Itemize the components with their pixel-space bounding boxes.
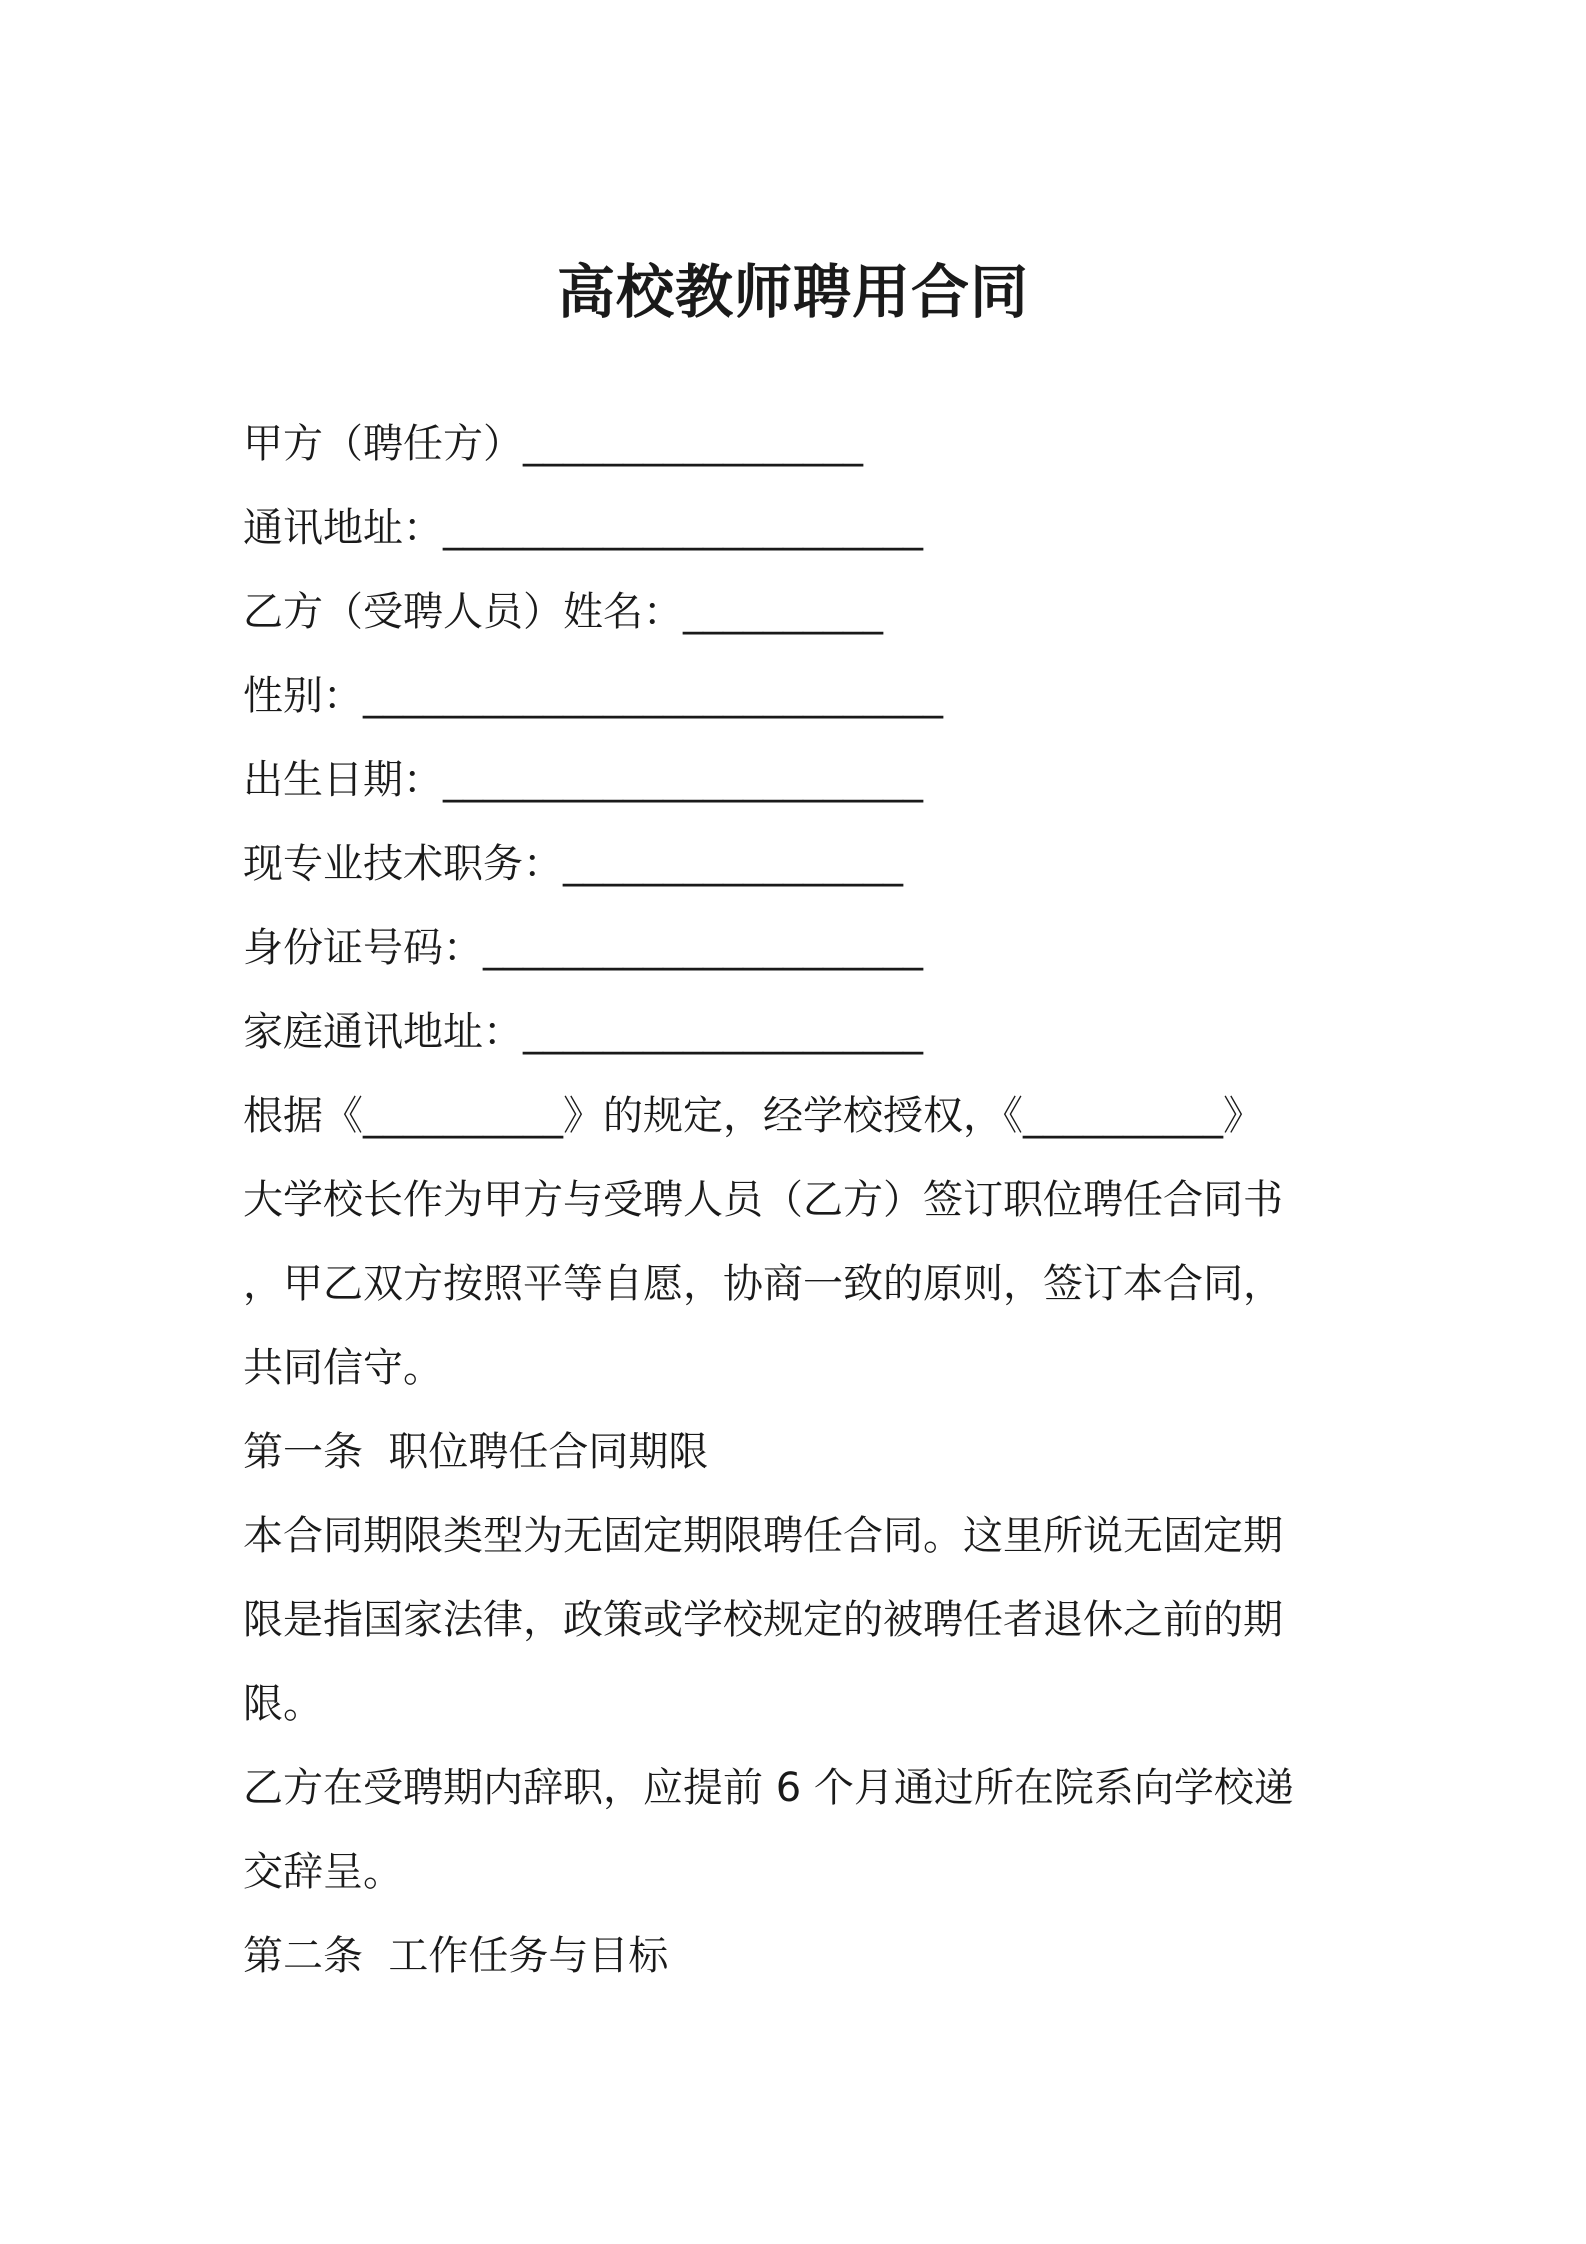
field-label: 家庭通讯地址： xyxy=(243,1009,523,1055)
body-line: ，甲乙双方按照平等自愿，协商一致的原则，签订本合同， xyxy=(243,1261,1283,1307)
body-line: 本合同期限类型为无固定期限聘任合同。这里所说无固定期 xyxy=(243,1513,1283,1559)
field-label: 出生日期： xyxy=(243,757,443,803)
section-heading-2: 第二条 工作任务与目标 xyxy=(243,1933,669,1979)
field-blank: _________________ xyxy=(523,421,863,467)
document-title: 高校教师聘用合同 xyxy=(556,258,1029,326)
section-heading-1: 第一条 职位聘任合同期限 xyxy=(243,1429,709,1475)
field-label: 现专业技术职务： xyxy=(243,841,563,887)
field-party-a xyxy=(243,416,863,472)
field-label: 身份证号码： xyxy=(243,925,483,971)
field-blank: ________________________ xyxy=(443,505,923,551)
field-label: 通讯地址： xyxy=(243,505,443,551)
field-label: 性别： xyxy=(243,673,363,719)
field-blank: ________________________ xyxy=(443,757,923,803)
field-label: 乙方（受聘人员）姓名： xyxy=(243,589,683,635)
field-gender xyxy=(243,668,943,724)
field-party-b-name xyxy=(243,584,883,640)
field-id-number xyxy=(243,920,923,976)
body-line: 限是指国家法律，政策或学校规定的被聘任者退休之前的期 xyxy=(243,1597,1283,1643)
field-address xyxy=(243,500,923,556)
field-label: 甲方（聘任方） xyxy=(243,421,523,467)
field-title xyxy=(243,836,903,892)
body-line: 根据《__________》的规定，经学校授权，《__________》 xyxy=(243,1093,1263,1139)
field-blank: _________________ xyxy=(563,841,903,887)
field-birth-date xyxy=(243,752,923,808)
body-line: 交辞呈。 xyxy=(243,1849,403,1895)
field-blank: __________ xyxy=(683,589,883,635)
field-blank: ____________________ xyxy=(523,1009,923,1055)
body-line: 大学校长作为甲方与受聘人员（乙方）签订职位聘任合同书 xyxy=(243,1177,1283,1223)
field-blank: ______________________ xyxy=(483,925,923,971)
field-home-address xyxy=(243,1004,923,1060)
body-line: 乙方在受聘期内辞职，应提前 6 个月通过所在院系向学校递 xyxy=(243,1765,1294,1811)
field-blank: _____________________________ xyxy=(363,673,943,719)
body-line: 限。 xyxy=(243,1681,323,1727)
body-line: 共同信守。 xyxy=(243,1345,443,1391)
